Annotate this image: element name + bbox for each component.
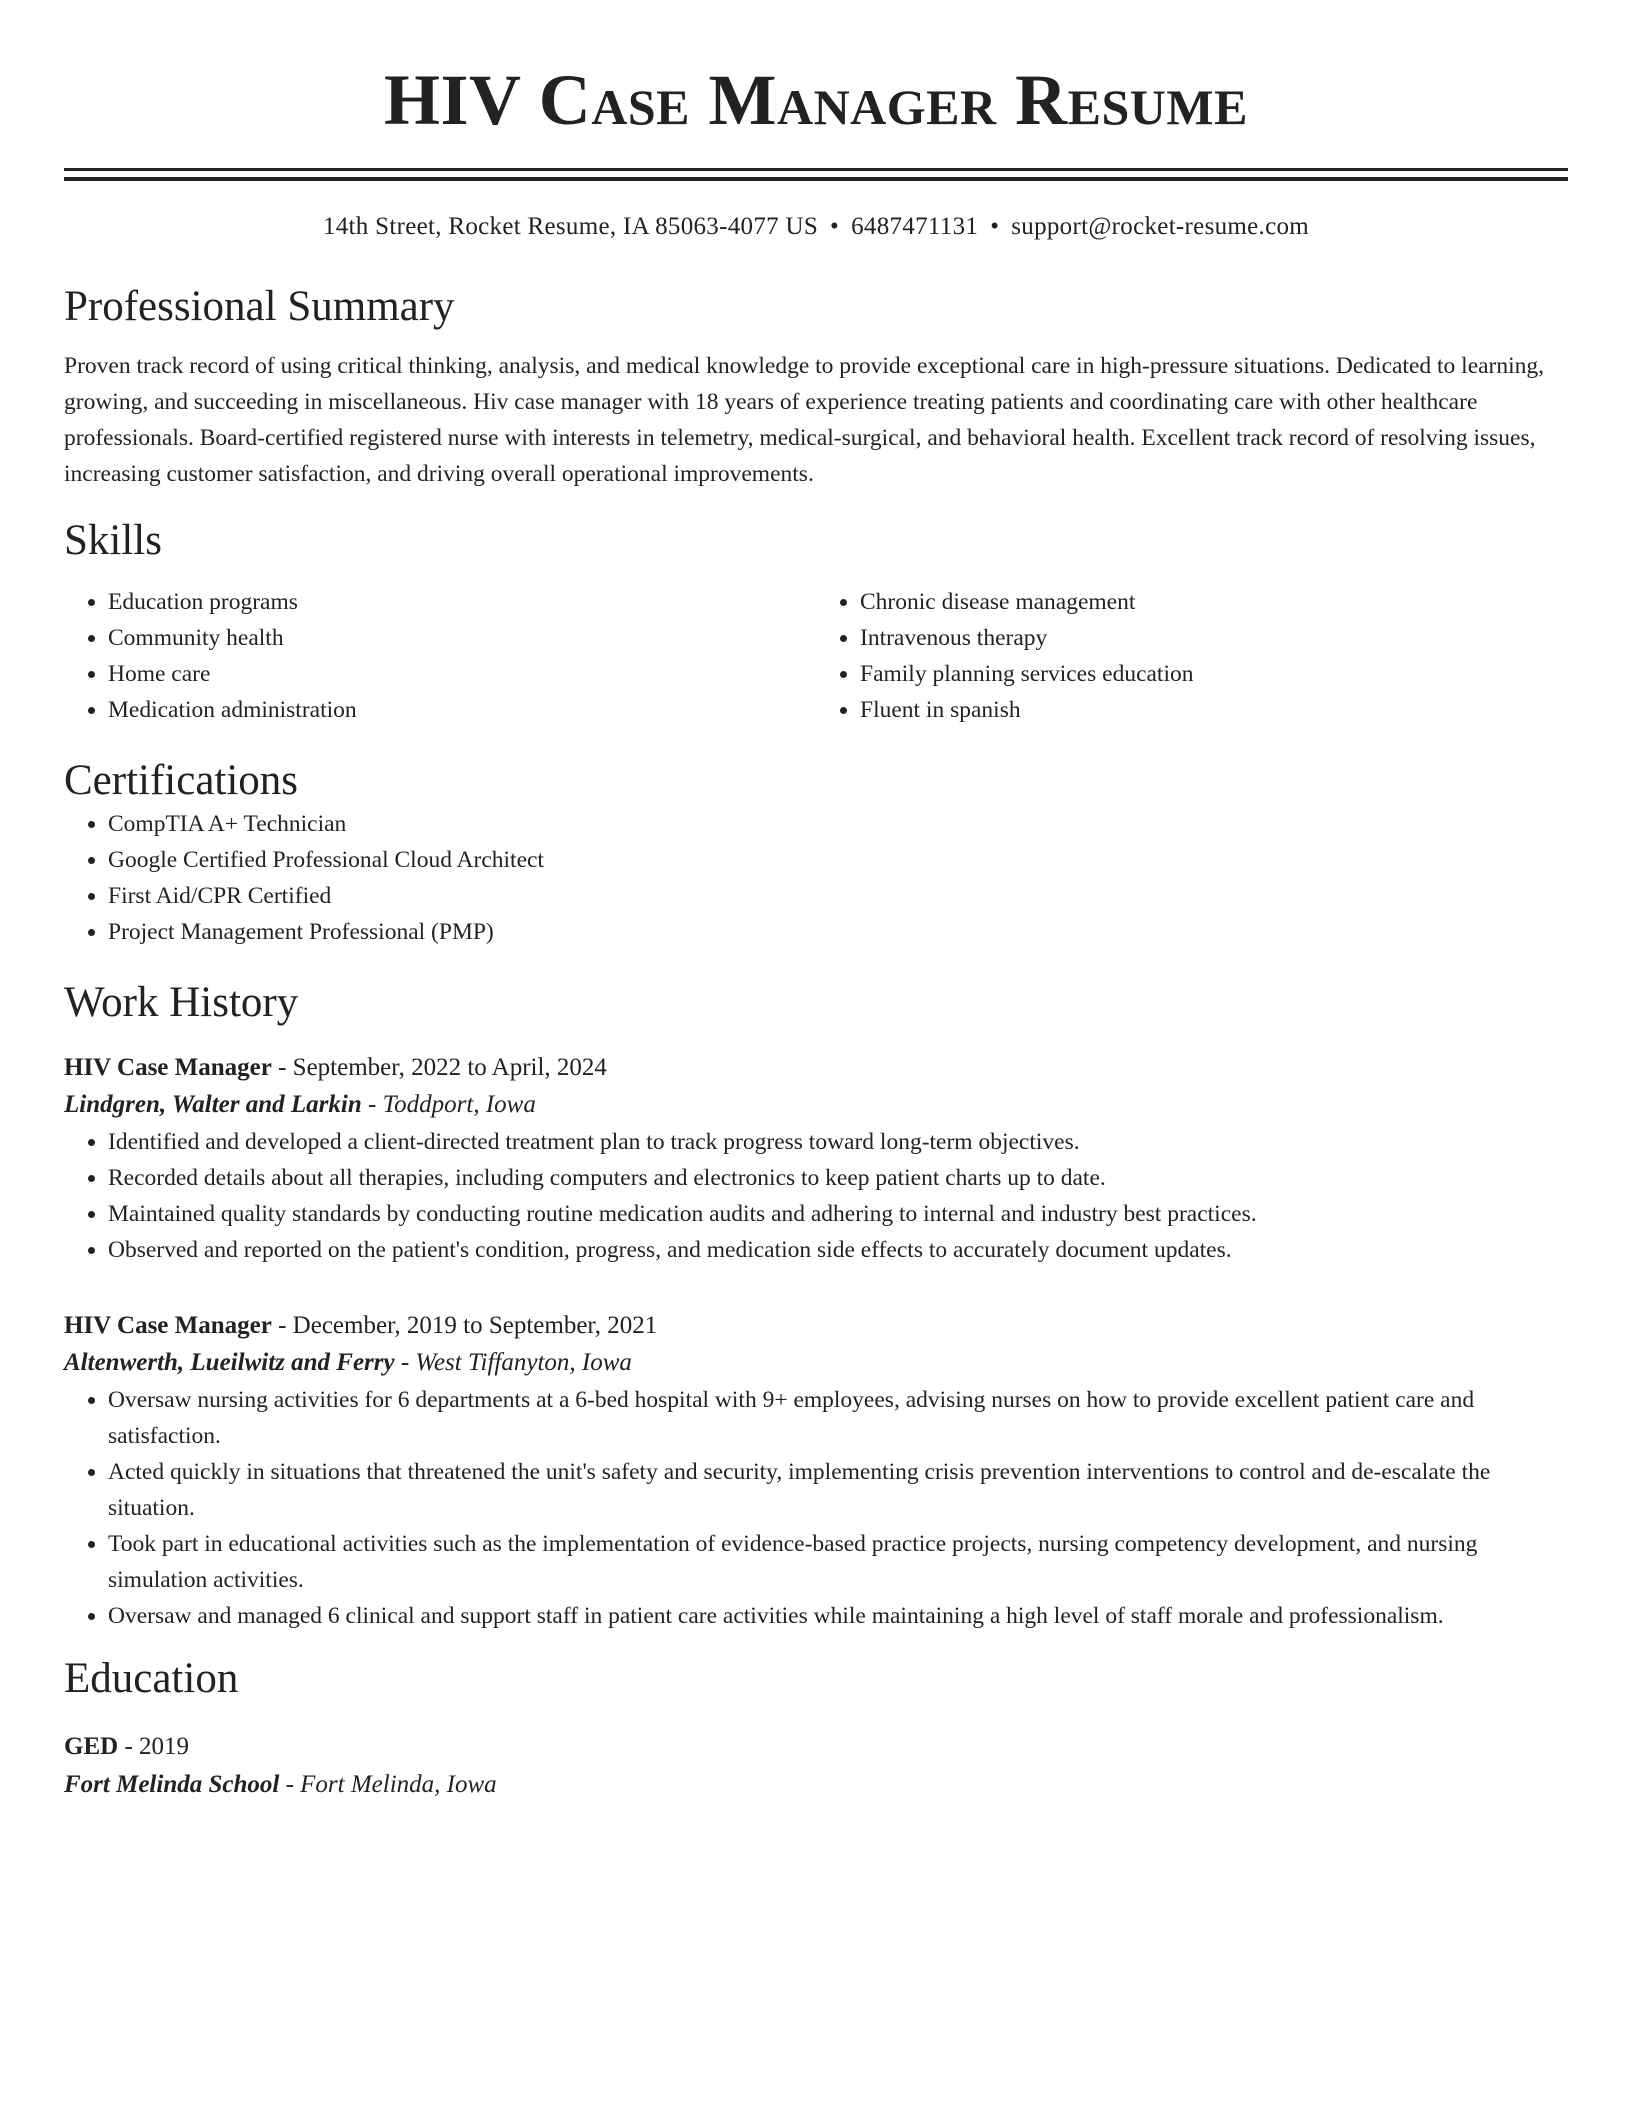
job-bullets [64, 1124, 1568, 1268]
certification-item: • CompTIA A+ Technician [108, 806, 1568, 842]
skills-column-right [816, 584, 1568, 728]
skills-column-left [64, 584, 816, 728]
company-name: Altenwerth, Lueilwitz and Ferry [64, 1349, 395, 1376]
contact-line [64, 212, 1568, 242]
job-title: HIV Case Manager [64, 1054, 272, 1081]
certifications-heading: Certifications [64, 757, 299, 804]
education-year: - 2019 [118, 1733, 190, 1760]
contact-separator: • [830, 213, 840, 240]
skill-item: • Fluent in spanish [860, 692, 1568, 728]
skill-item: • Chronic disease management [860, 584, 1568, 620]
certification-item: • Project Management Professional (PMP) [108, 914, 1568, 950]
skill-item: • Education programs [108, 584, 816, 620]
page-title: HIV Case Manager Resume [384, 60, 1248, 140]
job-entry [64, 1050, 1568, 1268]
skill-item: • Home care [108, 656, 816, 692]
company-name: Lindgren, Walter and Larkin [64, 1091, 362, 1118]
skill-item: • Intravenous therapy [860, 620, 1568, 656]
job-bullet: • Identified and developed a client-directed treatment plan to track progress toward long-term objectives. [108, 1124, 1568, 1160]
education-school-line [64, 1766, 1568, 1804]
work-history-heading: Work History [64, 979, 299, 1026]
job-title: HIV Case Manager [64, 1312, 272, 1339]
job-title-line [64, 1308, 1568, 1344]
title-divider-top [64, 168, 1568, 171]
contact-separator: • [990, 213, 1000, 240]
contact-address: 14th Street, Rocket Resume, IA 85063-4077 US [322, 213, 819, 240]
certification-item: • First Aid/CPR Certified [108, 878, 1568, 914]
job-bullet: • Acted quickly in situations that threatened the unit's safety and security, implementing crisis prevention interventions to control and de-escalate the situation. [108, 1454, 1568, 1526]
education-school: Fort Melinda School [64, 1771, 280, 1798]
job-bullet: • Took part in educational activities such as the implementation of evidence-based practice projects, nursing competency development, and nursing simulation activities. [108, 1526, 1568, 1598]
skill-item: • Family planning services education [860, 656, 1568, 692]
certification-item: • Google Certified Professional Cloud Architect [108, 842, 1568, 878]
title-divider-bottom [64, 177, 1568, 181]
job-title-line [64, 1050, 1568, 1086]
skill-item: • Medication administration [108, 692, 816, 728]
job-entry [64, 1308, 1568, 1634]
job-dates: - September, 2022 to April, 2024 [271, 1054, 607, 1081]
skills-list [64, 584, 1568, 728]
certifications-list [64, 806, 1568, 950]
job-dates: - December, 2019 to September, 2021 [271, 1312, 658, 1339]
job-bullets [64, 1382, 1568, 1634]
skill-item: • Community health [108, 620, 816, 656]
company-line [64, 1344, 1568, 1382]
job-bullet: • Recorded details about all therapies, including computers and electronics to keep patient charts up to date. [108, 1160, 1568, 1196]
education-heading: Education [64, 1655, 239, 1702]
company-line [64, 1086, 1568, 1124]
contact-phone: 6487471131 [851, 213, 979, 240]
education-degree-line [64, 1728, 1568, 1766]
company-location: - West Tiffanyton, Iowa [394, 1349, 632, 1376]
contact-email: support@rocket-resume.com [1011, 213, 1310, 240]
company-location: - Toddport, Iowa [361, 1091, 536, 1118]
education-location: - Fort Melinda, Iowa [279, 1771, 497, 1798]
job-bullet: • Maintained quality standards by conducting routine medication audits and adhering to internal and industry best practices. [108, 1196, 1568, 1232]
education-degree: GED [64, 1733, 119, 1760]
summary-heading: Professional Summary [64, 283, 455, 330]
job-bullet: • Oversaw nursing activities for 6 departments at a 6-bed hospital with 9+ employees, advising nurses on how to provide excellent patient care and satisfaction. [108, 1382, 1568, 1454]
job-bullet: • Oversaw and managed 6 clinical and support staff in patient care activities while maintaining a high level of staff morale and professionalism. [108, 1598, 1568, 1634]
summary-text: Proven track record of using critical thinking, analysis, and medical knowledge to provide exceptional care in high-pressure situations. Dedicated to learning, growing, and succeeding in miscellaneous. Hiv case manager with 18 years of experience treating patients and coordinating care with other healthcare professionals. Board-certified registered nurse with interests in telemetry, medical-surgical, and behavioral health. Excellent track record of resolving issues, increasing customer satisfaction, and driving overall operational improvements. [64, 353, 1545, 487]
job-bullet: • Observed and reported on the patient's condition, progress, and medication side effects to accurately document updates. [108, 1232, 1568, 1268]
skills-heading: Skills [64, 517, 162, 564]
